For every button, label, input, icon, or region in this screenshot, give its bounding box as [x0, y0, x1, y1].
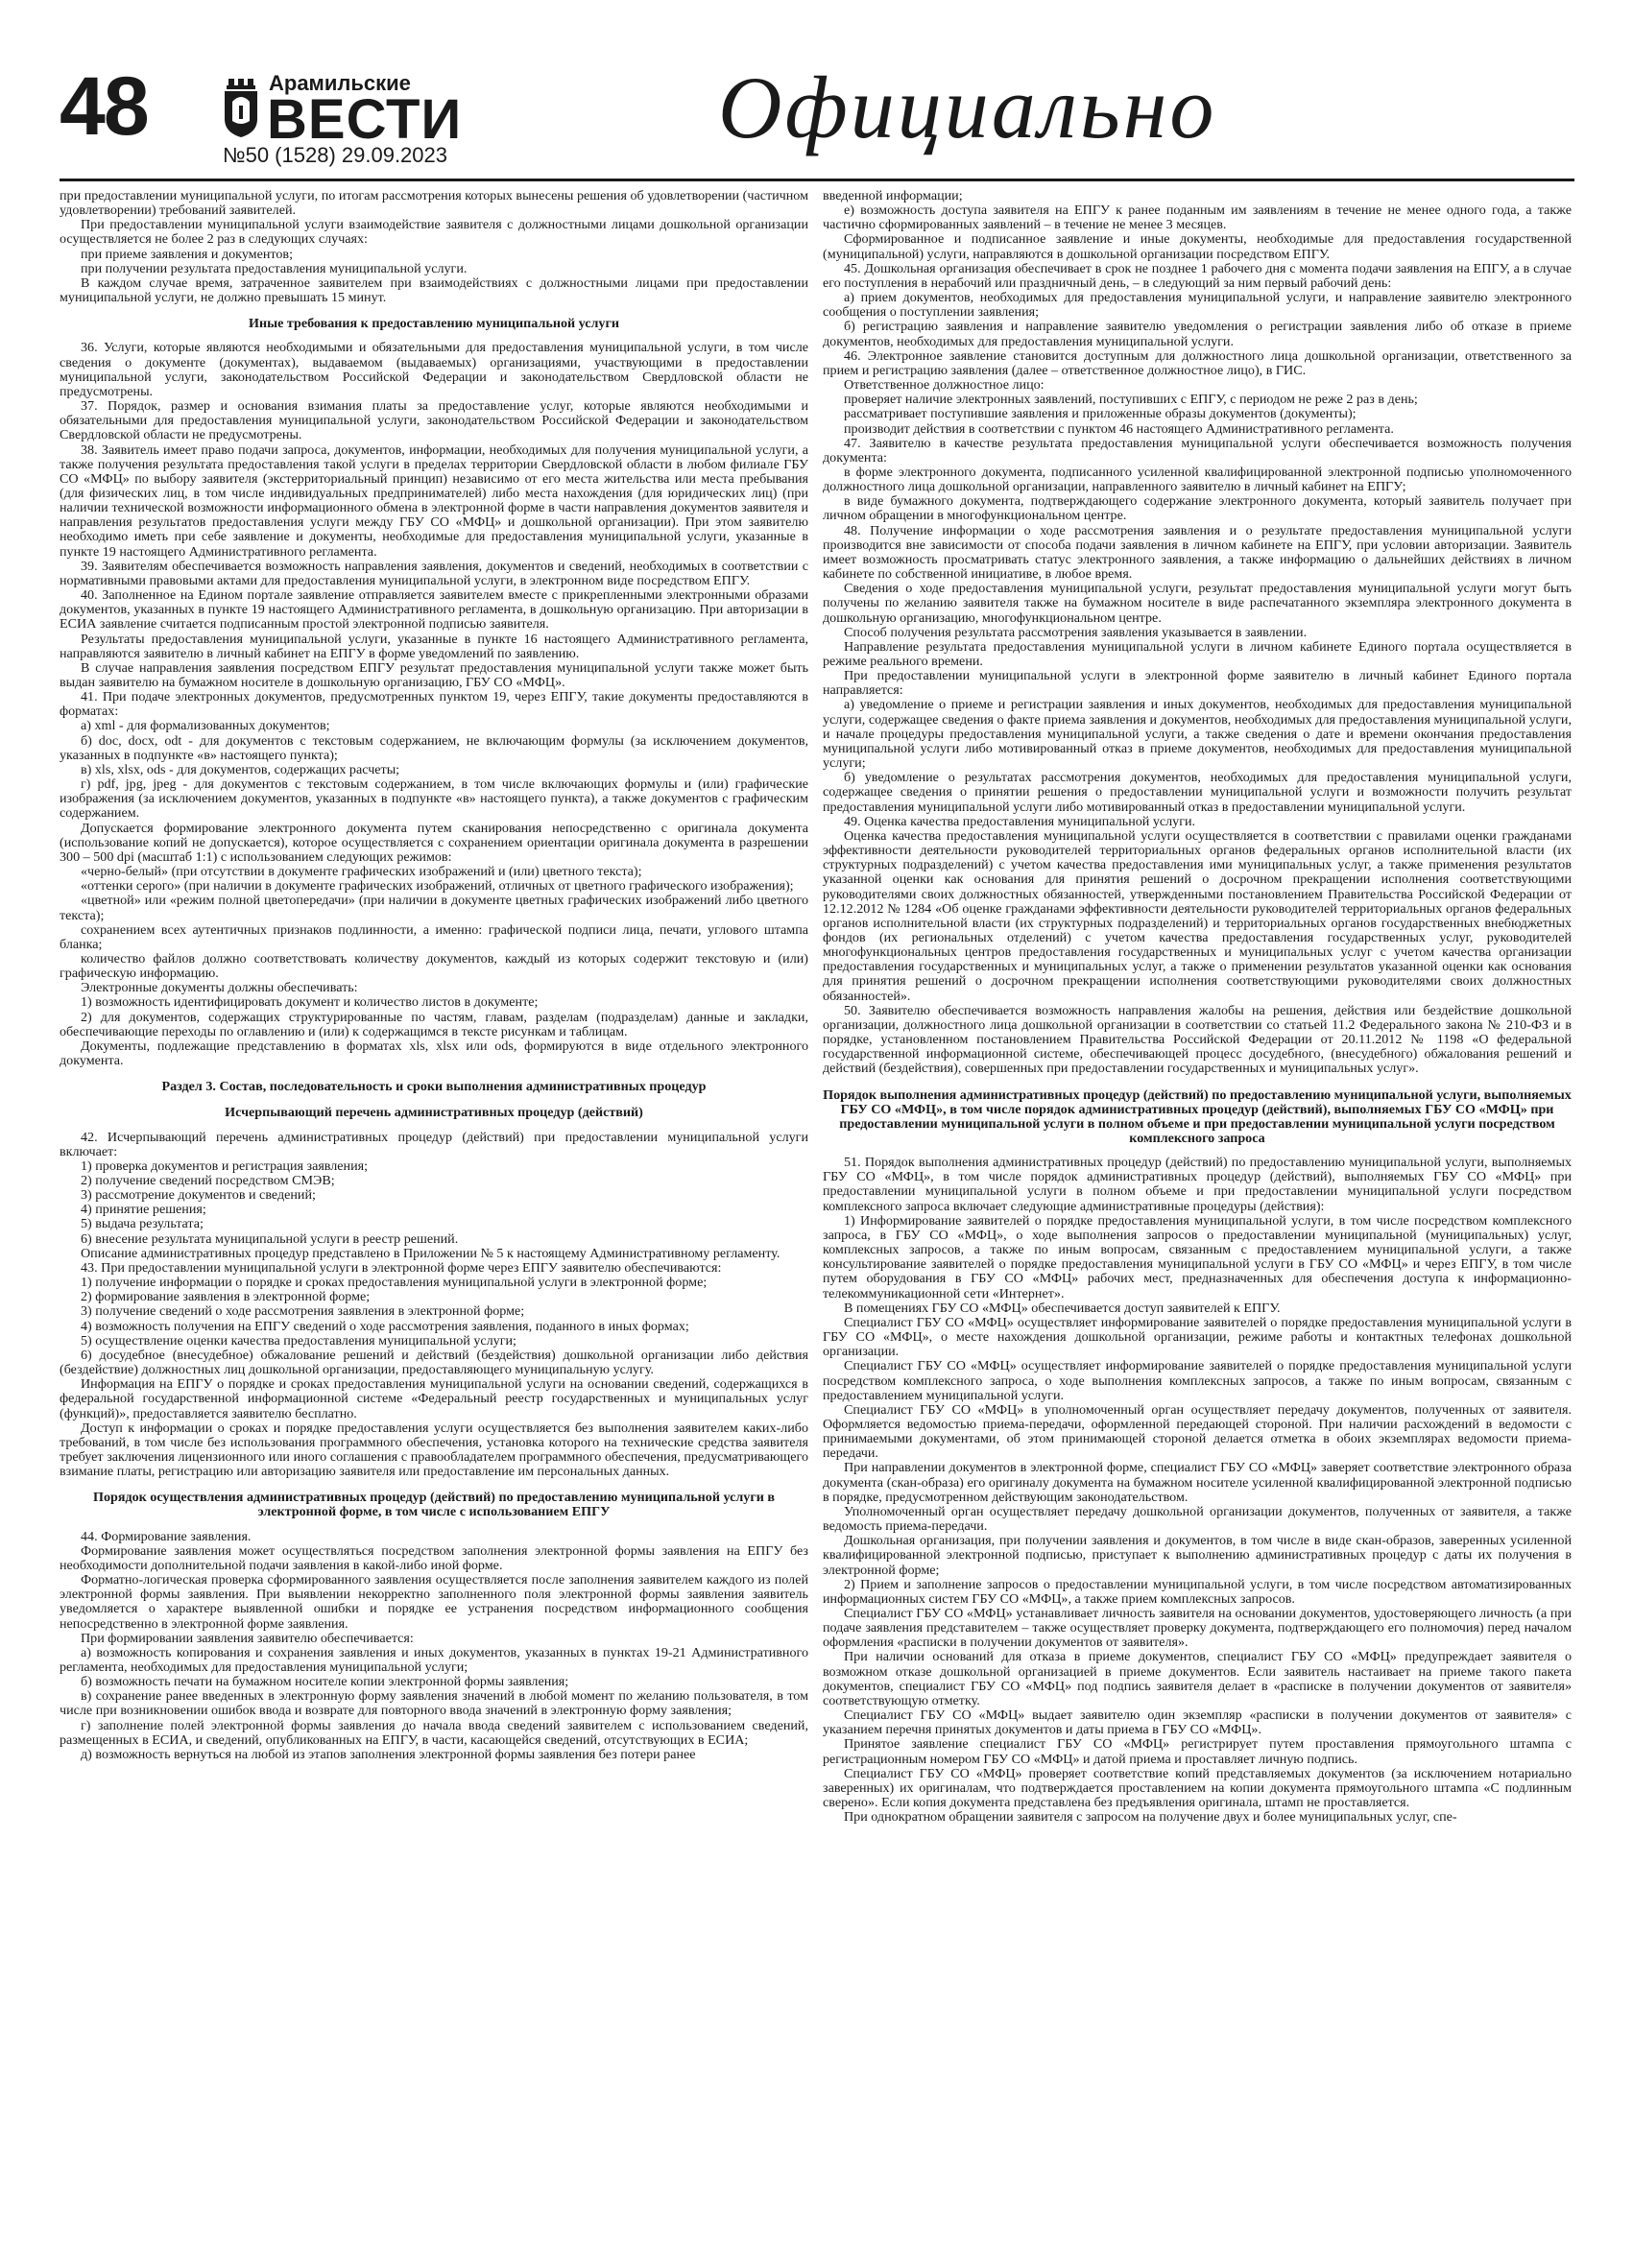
paragraph: в форме электронного документа, подписанного усиленной квалифицированной электронной подписью уполномоченного должностного лица дошкольной организации, направленного заявителю в личный кабинет на ЕПГУ;	[823, 464, 1572, 495]
paragraph: Специалист ГБУ СО «МФЦ» в уполномоченный орган осуществляет передачу документов, полученных от заявителя. Оформляется ведомостью приема-передачи, оформленной передающей стороной. При наличии расхождений в ведомости с принимаемыми документами, об этом принимающей стороной делается отметка в обоих экземплярах ведомости приема-передачи.	[823, 1401, 1572, 1462]
paragraph: Сведения о ходе предоставления муниципальной услуги, результат предоставления муниципальной услуги могут быть получены по желанию заявителя также на бумажном носителе в виде распечатанного экземпляра электронного документа в дошкольную организацию, многофункциональном центре.	[823, 581, 1572, 626]
newspaper-logo	[223, 69, 511, 151]
paragraph: 4) принятие решения;	[81, 1202, 206, 1218]
paragraph: г) pdf, jpg, jpeg - для документов с текстовым содержанием, в том числе включающих формулы и (или) графические изображения (за исключением документов, указанных в подпункте «в» настоящего пункта), а также документов с графическим содержанием.	[60, 776, 808, 822]
paragraph: 45. Дошкольная организация обеспечивает в срок не позднее 1 рабочего дня с момента подачи заявления на ЕПГУ, а в случае его поступления в нерабочий или праздничный день, – в следующий за ним первый рабочий день:	[823, 260, 1572, 291]
page-number: 48	[60, 60, 148, 153]
paragraph: 5) выдача результата;	[81, 1216, 204, 1232]
paragraph: «цветной» или «режим полной цветопередачи» (при наличии в документе цветных графических изображений либо цветного текста);	[60, 893, 808, 923]
paragraph: При формировании заявления заявителю обеспечивается:	[81, 1630, 414, 1646]
paragraph: Результаты предоставления муниципальной услуги, указанные в пункте 16 настоящего Административного регламента, направляются заявителю в личный кабинет на ЕПГУ в форме уведомлений по заявлению.	[60, 631, 808, 661]
brand-main: ВЕСТИ	[267, 88, 463, 151]
paragraph: 6) досудебное (внесудебное) обжалование решений и действий (бездействия) дошкольной организации либо действия (бездействие) должностных лиц дошкольной организации, предоставляющего муниципальную услугу.	[60, 1347, 808, 1378]
paragraph: в) xls, xlsx, ods - для документов, содержащих расчеты;	[81, 761, 400, 777]
paragraph: В помещениях ГБУ СО «МФЦ» обеспечивается доступ заявителей к ЕПГУ.	[844, 1300, 1281, 1316]
header-rule	[60, 179, 1574, 181]
paragraph: 44. Формирование заявления.	[81, 1528, 252, 1544]
paragraph: Специалист ГБУ СО «МФЦ» проверяет соответствие копий представляемых документов (за исключением нотариально заверенных) их оригиналам, что подтверждается проставлением на копии документа прямоугольного штампа «С подлинным сверено». Если копия документа представлена без предъявления оригинала, штамп не проставляется.	[823, 1765, 1572, 1811]
paragraph: 3) получение сведений о ходе рассмотрения заявления в электронной форме;	[81, 1303, 525, 1320]
paragraph: При предоставлении муниципальной услуги в электронной форме заявителю в личный кабинет Единого портала направляется:	[823, 668, 1572, 699]
paragraph: 41. При подаче электронных документов, предусмотренных пунктом 19, через ЕПГУ, такие документы предоставляются в форматах:	[60, 689, 808, 720]
paragraph: количество файлов должно соответствовать количеству документов, каждый из которых содержит текстовую и (или) графическую информацию.	[60, 950, 808, 982]
paragraph: В каждом случае время, затраченное заявителем при взаимодействиях с должностными лицами при предоставлении муниципальной услуги, не должно превышать 15 минут.	[60, 275, 808, 306]
paragraph: Специалист ГБУ СО «МФЦ» устанавливает личность заявителя на основании документов, удостоверяющего личность (а при подаче заявления представителем – также осуществляет проверку документа, подтверждающего его полномочия) перед началом оформления «расписки в получении документов от заявителя».	[823, 1606, 1572, 1651]
paragraph: Документы, подлежащие представлению в форматах xls, xlsx или ods, формируются в виде отдельного электронного документа.	[60, 1038, 808, 1069]
section-title: Официально	[718, 59, 1217, 156]
paragraph: при получении результата предоставления муниципальной услуги.	[81, 260, 468, 276]
paragraph: Принятое заявление специалист ГБУ СО «МФЦ» регистрирует путем проставления прямоугольного штампа с регистрационным номером ГБУ СО «МФЦ» и датой приема и проставляет личную подпись.	[823, 1736, 1572, 1767]
paragraph: 46. Электронное заявление становится доступным для должностного лица дошкольной организации, ответственного за прием и регистрацию заявления (далее – ответственное должностное лицо), в ГИС.	[823, 347, 1572, 378]
paragraph: в) сохранение ранее введенных в электронную форму заявления значений в любой момент по желанию пользователя, в том числе при возникновении ошибок ввода и возврате для повторного ввода значений в электронную форму заявления;	[60, 1688, 808, 1719]
paragraph: 36. Услуги, которые являются необходимыми и обязательными для предоставления муниципальной услуги, в том числе сведения о документе (документах), выдаваемом (выдаваемых) организациями, участвующими в предоставлении муниципальной услуги, законодательством Российской Федерации и законодательством Свердловской области не предусмотрены.	[60, 340, 808, 399]
paragraph: производит действия в соответствии с пунктом 46 настоящего Административного регламента.	[844, 420, 1394, 437]
paragraph: Доступ к информации о сроках и порядке предоставления услуги осуществляется без выполнения заявителем каких-либо требований, в том числе без использования программного обеспечения, установка которого на технические средства заявителя требует заключения лицензионного или иного соглашения с правообладателем программного обеспечения, предусматривающего взимание платы, регистрацию или авторизацию заявителя или предоставление им персональных данных.	[60, 1420, 808, 1480]
left-column	[60, 189, 808, 1762]
paragraph: Ответственное должностное лицо:	[844, 377, 1045, 394]
paragraph: В случае направления заявления посредством ЕПГУ результат предоставления муниципальной услуги также может быть выдан заявителю на бумажном носителе в дошкольную организацию, ГБУ СО «МФЦ».	[60, 659, 808, 690]
crest-icon	[223, 79, 259, 138]
paragraph: При направлении документов в электронной форме, специалист ГБУ СО «МФЦ» заверяет соответствие электронного образа документа (скан-образа) его оригиналу документа на бумажном носителе усиленной квалифицированной электронной подписью в порядке, предусмотренном действующим законодательством.	[823, 1460, 1572, 1505]
section-heading: Порядок осуществления административных процедур (действий) по предоставлению муниципальной услуги в электронной форме, в том числе с использованием ЕПГУ	[93, 1490, 775, 1520]
section-heading: Иные требования к предоставлению муниципальной услуги	[249, 316, 619, 332]
brand-top: Арамильские	[269, 71, 411, 95]
paragraph: 2) Прием и заполнение запросов о предоставлении муниципальной услуги, в том числе посредством автоматизированных информационных систем ГБУ СО «МФЦ», а также прием комплексных запросов.	[823, 1576, 1572, 1607]
paragraph: Допускается формирование электронного документа путем сканирования непосредственно с оригинала документа (использование копий не допускается), которое осуществляется с сохранением ориентации оригинала документа в разрешении 300 – 500 dpi (масштаб 1:1) с использованием следующих режимов:	[60, 820, 808, 865]
paragraph: 5) осуществление оценки качества предоставления муниципальной услуги;	[81, 1332, 516, 1349]
paragraph: Описание административных процедур представлено в Приложении № 5 к настоящему Административному регламенту.	[81, 1245, 780, 1261]
paragraph: 37. Порядок, размер и основания взимания платы за предоставление услуг, которые являются необходимыми и обязательными для предоставления муниципальной услуги, законодательством Российской Федерации и законодательством Свердловской области не предусмотрены.	[60, 398, 808, 443]
paragraph: 1) получение информации о порядке и сроках предоставления муниципальной услуги в электронной форме;	[81, 1275, 708, 1291]
masthead	[60, 59, 1586, 180]
paragraph: «оттенки серого» (при наличии в документе графических изображений, отличных от цветного графического изображения);	[81, 878, 794, 895]
paragraph: б) регистрацию заявления и направление заявителю уведомления о регистрации заявления либо об отказе в приеме документов, необходимых для предоставления муниципальной услуги.	[823, 319, 1572, 349]
paragraph: Электронные документы должны обеспечивать:	[81, 980, 358, 996]
paragraph: а) прием документов, необходимых для предоставления муниципальной услуги, и направление заявителю электронного сообщения о поступлении заявления;	[823, 290, 1572, 321]
section-heading: Исчерпывающий перечень административных процедур (действий)	[225, 1105, 643, 1121]
paragraph: а) возможность копирования и сохранения заявления и иных документов, указанных в пунктах 19-21 Административного регламента, необходимых для предоставления муниципальной услуги;	[60, 1644, 808, 1675]
paragraph: е) возможность доступа заявителя на ЕПГУ к ранее поданным им заявлениям в течение не менее одного года, а также частично сформированных заявлений – в течение не менее 3 месяцев.	[823, 203, 1572, 233]
paragraph: 38. Заявитель имеет право подачи запроса, документов, информации, необходимых для получения муниципальной услуги, а также получения результата предоставления такой услуги в пределах территории Свердловской области в любом филиале ГБУ СО «МФЦ» по выбору заявителя (экстерриториальный принцип) независимо от его места жительства или места пребывания (для физических лиц, в том числе индивидуальных предпринимателей) либо места нахождения (для юридических лиц) (при наличии технической возможности информационного обмена в электронной форме в части направления документов заявителя и направления результатов предоставления услуги между ГБУ СО «МФЦ» и дошкольной организации). При этом заявителю необходимо иметь при себе заявление и документы, необходимые для предоставления муниципальной услуги, указанные в пункте 19 настоящего Административного регламента.	[60, 442, 808, 560]
paragraph: рассматривает поступившие заявления и приложенные образы документов (документы);	[844, 406, 1357, 422]
paragraph: 3) рассмотрение документов и сведений;	[81, 1187, 316, 1204]
paragraph: 2) получение сведений посредством СМЭВ;	[81, 1173, 335, 1188]
paragraph: Сформированное и подписанное заявление и иные документы, необходимые для предоставления государственной (муниципальной) услуги, направляются в дошкольной организации посредством ЕПГУ.	[823, 231, 1572, 262]
paragraph: Направление результата предоставления муниципальной услуги в личном кабинете Единого портала осуществляется в режиме реального времени.	[823, 638, 1572, 669]
paragraph: «черно-белый» (при отсутствии в документе графических изображений и (или) цветного текста);	[81, 864, 642, 880]
section-heading: Порядок выполнения административных процедур (действий) по предоставлению муниципальной услуги, выполняемых ГБУ СО «МФЦ», в том числе порядок административных процедур (действий), выполняемых ГБУ СО «МФЦ» при предоставлении муниципальной услуги в полном объеме и при предоставлении муниципальной услуги посредством комплексного запроса	[823, 1086, 1572, 1146]
paragraph: 2) для документов, содержащих структурированные по частям, главам, разделам (подразделам) данные и закладки, обеспечивающие переходы по оглавлению и (или) к содержащимся в тексте рисункам и таблицам.	[60, 1009, 808, 1039]
paragraph: 50. Заявителю обеспечивается возможность направления жалобы на решения, действия или бездействие дошкольной организации, должностного лица дошкольной организации в соответствии со статьей 11.2 Федерального закона № 210-ФЗ и в порядке, установленном постановлением Правительства Российской Федерации от 20.11.2012 № 1198 «О федеральной государственной информационной системе, обеспечивающей процесс досудебного, (внесудебного) обжалования решений и действий (бездействия), совершенных при предоставлении государственных и муниципальных услуг».	[823, 1002, 1572, 1077]
paragraph: Информация на ЕПГУ о порядке и сроках предоставления муниципальной услуги на основании сведений, содержащихся в федеральной государственной информационной системе «Федеральный реестр государственных и муниципальных услуг (функций)», предоставляется заявителю бесплатно.	[60, 1376, 808, 1421]
paragraph: проверяет наличие электронных заявлений, поступивших с ЕПГУ, с периодом не реже 2 раз в день;	[844, 392, 1418, 408]
paragraph: д) возможность вернуться на любой из этапов заполнения электронной формы заявления без потери ранее	[81, 1746, 696, 1762]
paragraph: сохранением всех аутентичных признаков подлинности, а именно: графической подписи лица, печати, углового штампа бланка;	[60, 921, 808, 952]
paragraph: б) уведомление о результатах рассмотрения документов, необходимых для предоставления муниципальной услуги, содержащее сведения о принятии решения о предоставлении муниципальной услуги и возможности получить результат предоставления муниципальной услуги либо мотивированный отказ в предоставлении муниципальной услуги.	[823, 770, 1572, 815]
paragraph: 43. При предоставлении муниципальной услуги в электронной форме через ЕПГУ заявителю обеспечиваются:	[81, 1259, 722, 1276]
paragraph: При наличии оснований для отказа в приеме документов, специалист ГБУ СО «МФЦ» предупреждает заявителя о возможном отказе дошкольной организацией в приеме документов. Если заявитель настаивает на приеме такого пакета документов, специалист ГБУ СО «МФЦ» под подпись заявителя делает в «расписке в получении документов от заявителя» соответствующую отметку.	[823, 1649, 1572, 1708]
paragraph: 6) внесение результата муниципальной услуги в реестр решений.	[81, 1230, 459, 1247]
paragraph: При однократном обращении заявителя с запросом на получение двух и более муниципальных услуг, спе-	[844, 1809, 1457, 1826]
paragraph: 1) Информирование заявителей о порядке предоставления муниципальной услуги, в том числе посредством комплексного запроса, в ГБУ СО «МФЦ», о ходе выполнения запросов о предоставлении муниципальной (муниципальных) услуг, комплексных запросов, а также по иным вопросам, связанным с предоставлением муниципальной услуги, а также консультирование заявителей о порядке предоставления муниципальной услуги в ГБУ СО «МФЦ» и через ЕПГУ, в том числе путем оборудования в ГБУ СО «МФЦ» рабочих мест, предназначенных для обеспечения доступа к информационно-телекоммуникационной сети «Интернет».	[823, 1212, 1572, 1301]
paragraph: при предоставлении муниципальной услуги, по итогам рассмотрения которых вынесены решения об удовлетворении (частичном удовлетворении) требований заявителей.	[60, 188, 808, 219]
paragraph: 1) возможность идентифицировать документ и количество листов в документе;	[81, 994, 539, 1011]
paragraph: 42. Исчерпывающий перечень административных процедур (действий) при предоставлении муниципальной услуги включает:	[60, 1129, 808, 1159]
paragraph: 51. Порядок выполнения административных процедур (действий) по предоставлению муниципальной услуги, выполняемых ГБУ СО «МФЦ», в том числе порядок административных процедур (действий), выполняемых ГБУ СО «МФЦ» при предоставлении муниципальной услуги в полном объеме и при предоставлении муниципальной услуги посредством комплексного запроса включает следующие административные процедуры (действия):	[823, 1155, 1572, 1214]
paragraph: Дошкольная организация, при получении заявления и документов, в том числе в виде скан-образов, заверенных усиленной квалифицированной электронной подписью, приступает к выполнению административных процедур с даты их получения в электронной форме;	[823, 1533, 1572, 1578]
paragraph: Специалист ГБУ СО «МФЦ» осуществляет информирование заявителей о порядке предоставления муниципальной услуги посредством комплексного запроса, о ходе выполнения комплексных запросов, а также по иным вопросам, связанным с предоставлением муниципальной услуги.	[823, 1358, 1572, 1403]
paragraph: Способ получения результата рассмотрения заявления указывается в заявлении.	[844, 624, 1308, 640]
paragraph: 39. Заявителям обеспечивается возможность направления заявления, документов и сведений, необходимых в соответствии с нормативными правовыми актами для предоставления муниципальной услуги, в электронном виде посредством ЕПГУ.	[60, 558, 808, 588]
paragraph: 4) возможность получения на ЕПГУ сведений о ходе рассмотрения заявления, поданного в иных формах;	[81, 1318, 689, 1334]
right-column	[823, 189, 1572, 1825]
paragraph: при приеме заявления и документов;	[81, 246, 293, 262]
paragraph: введенной информации;	[823, 188, 963, 203]
issue-info: №50 (1528) 29.09.2023	[223, 143, 447, 167]
paragraph: б) возможность печати на бумажном носителе копии электронной формы заявления;	[81, 1674, 569, 1690]
paragraph: а) xml - для формализованных документов;	[81, 718, 330, 734]
paragraph: б) doc, docx, odt - для документов с текстовым содержанием, не включающим формулы (за исключением документов, указанных в подпункте «в» настоящего пункта);	[60, 732, 808, 763]
paragraph: 40. Заполненное на Едином портале заявление отправляется заявителем вместе с прикрепленными электронными образами документов, указанных в пункте 19 настоящего Административного регламента, в дошкольную организацию. При авторизации в ЕСИА заявление считается подписанным простой электронной подписью заявителя.	[60, 587, 808, 633]
paragraph: 47. Заявителю в качестве результата предоставления муниципальной услуги обеспечивается возможность получения документа:	[823, 435, 1572, 466]
section-heading: Раздел 3. Состав, последовательность и сроки выполнения административных процедур	[161, 1079, 707, 1095]
paragraph: г) заполнение полей электронной формы заявления до начала ввода сведений заявителем с использованием сведений, размещенных в ЕСИА, и сведений, опубликованных на ЕПГУ, в части, касающейся сведений, отсутствующих в ЕСИА;	[60, 1717, 808, 1748]
paragraph: При предоставлении муниципальной услуги взаимодействие заявителя с должностными лицами дошкольной организации осуществляется не более 2 раз в следующих случаях:	[60, 217, 808, 248]
paragraph: 2) формирование заявления в электронной форме;	[81, 1289, 371, 1305]
paragraph: 49. Оценка качества предоставления муниципальной услуги.	[844, 813, 1196, 829]
paragraph: Формирование заявления может осуществляться посредством заполнения электронной формы заявления на ЕПГУ без необходимости дополнительной подачи заявления в какой-либо иной форме.	[60, 1542, 808, 1573]
paragraph: в виде бумажного документа, подтверждающего содержание электронного документа, который заявитель получает при личном обращении в многофункциональном центре.	[823, 493, 1572, 524]
paragraph: Специалист ГБУ СО «МФЦ» осуществляет информирование заявителей о порядке предоставления муниципальной услуги в ГБУ СО «МФЦ», о месте нахождения дошкольной организации, режиме работы и контактных телефонах дошкольной организации.	[823, 1314, 1572, 1360]
paragraph: 1) проверка документов и регистрация заявления;	[81, 1158, 369, 1174]
paragraph: Уполномоченный орган осуществляет передачу дошкольной организации документов, полученных от заявителя, а также ведомость приема-передачи.	[823, 1503, 1572, 1535]
paragraph: Оценка качества предоставления муниципальной услуги осуществляется в соответствии с правилами оценки гражданами эффективности деятельности руководителей территориальных органов федеральных органов исполнительной власти (их структурных подразделений) с учетом качества предоставления ими муниципальных услуг, а также применения результатов указанной оценки как основания для принятия решений о досрочном прекращении исполнения соответствующими руководителями своих должностных обязанностей, утвержденными постановлением Правительства Российской Федерации от 12.12.2012 № 1284 «Об оценке гражданами эффективности деятельности руководителей территориальных органов федеральных органов исполнительной власти (их структурных подразделений) и территориальных органов государственных внебюджетных фондов (их региональных отделений) с учетом качества предоставления государственных услуг, руководителей многофункциональных центров предоставления государственных и муниципальных услуг с учетом качества организации предоставления государственных и муниципальных услуг, а также о применении результатов указанной оценки как основания для принятия решений о досрочном прекращении исполнения соответствующими руководителями своих должностных обязанностей».	[823, 827, 1572, 1004]
paragraph: а) уведомление о приеме и регистрации заявления и иных документов, необходимых для предоставления муниципальной услуги, содержащее сведения о факте приема заявления и документов, необходимых для предоставления муниципальной услуги, и начале процедуры предоставления муниципальной услуги, а также сведения о дате и времени окончания предоставления муниципальной услуги либо мотивированный отказ в приеме документов, необходимых для предоставления муниципальной услуги;	[823, 697, 1572, 772]
paragraph: 48. Получение информации о ходе рассмотрения заявления и о результате предоставления муниципальной услуги производится вне зависимости от способа подачи заявления в личном кабинете на ЕПГУ, при условии авторизации. Заявитель имеет возможность просматривать статус электронного заявления, а также информацию о дальнейших действиях в личном кабинете по собственной инициативе, в любое время.	[823, 522, 1572, 583]
paragraph: Специалист ГБУ СО «МФЦ» выдает заявителю один экземпляр «расписки в получении документов от заявителя» с указанием перечня принятых документов и даты приема в ГБУ СО «МФЦ».	[823, 1707, 1572, 1738]
paragraph: Форматно-логическая проверка сформированного заявления осуществляется после заполнения заявителем каждого из полей электронной формы заявления. При выявлении некорректно заполненного поля электронной формы заявления заявитель уведомляется о характере выявленной ошибки и порядке ее устранения посредством информационного сообщения непосредственно в электронной форме заявления.	[60, 1572, 808, 1632]
